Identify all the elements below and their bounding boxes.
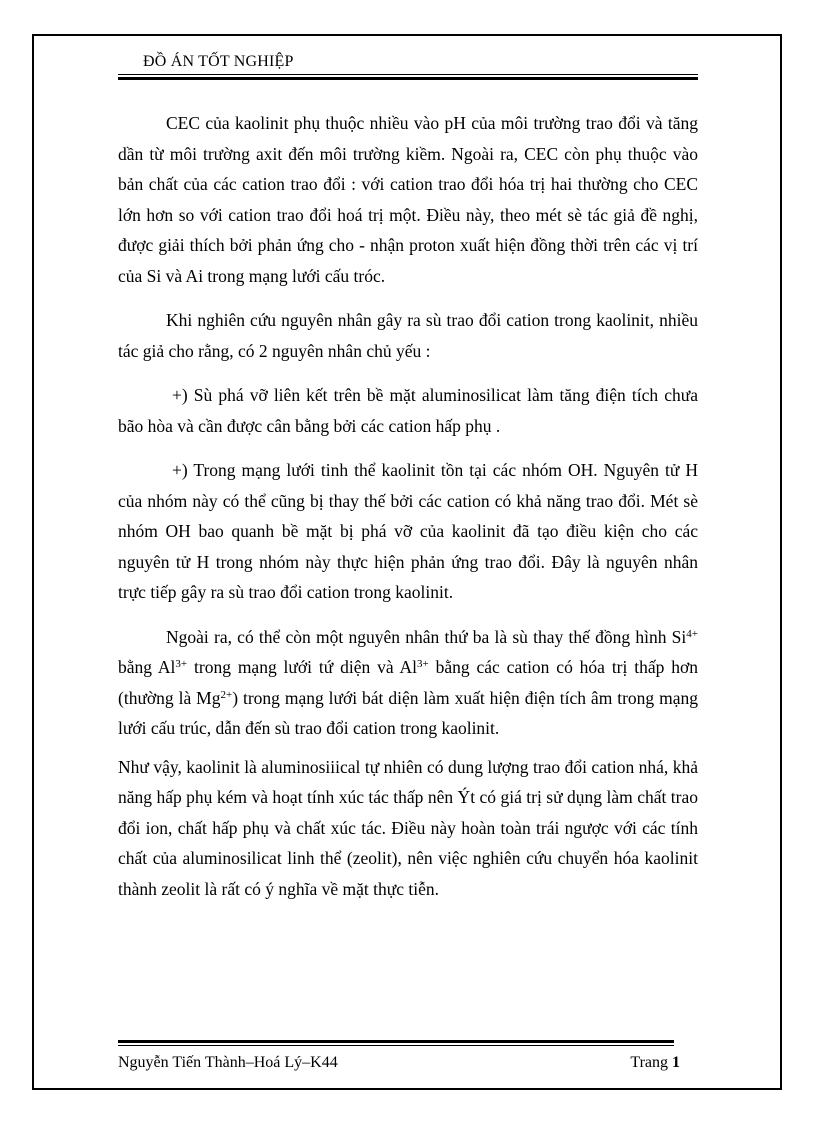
paragraph-3: +) Sù phá vỡ liên kết trên bề mặt aluminosilicat làm tăng điện tích chưa bão hòa và cần được cân bằng bởi các cation hấp phụ . — [118, 385, 698, 436]
p5-text-e: ) trong mạng lưới bát diện làm xuất hiện điện tích âm trong mạng lưới cấu trúc, dẫn đến sù trao đổi cation trong kaolinit. — [118, 687, 698, 738]
paragraph-1: CEC của kaolinit phụ thuộc nhiều vào pH của môi trường trao đổi và tăng dần từ môi trường axit đến môi trường kiềm. Ngoài ra, CEC còn phụ thuộc vào bản chất của các cation trao đổi : với cation trao đổi hóa trị hai thường cho CEC lớn hơn so với cation trao đổi hoá trị một. Điều này, theo mét sè tác giả đề nghị, được giải thích bởi phản ứng cho - nhận proton xuất hiện đồng thời trên các vị trí của Si và Ai trong mạng lưới cấu tróc. — [118, 113, 698, 286]
paragraph-5 — [118, 622, 698, 744]
footer-page — [630, 1054, 680, 1072]
footer-rule-thick — [118, 1040, 674, 1043]
p5-sup-2: 3+ — [175, 658, 188, 670]
page-number: 1 — [672, 1054, 680, 1071]
body-text — [118, 108, 698, 904]
p5-sup-1: 4+ — [686, 627, 698, 640]
p5-text-c: trong mạng lưới tứ diện và Al — [187, 657, 418, 677]
p5-text-d: bằng các cation có hóa trị thấp hơn (thường là Mg — [118, 657, 698, 708]
p5-sup-3: 3+ — [417, 658, 429, 670]
footer-author: Nguyễn Tiến Thành–Hoá Lý–K44 — [118, 1054, 338, 1071]
p5-text-b: bằng Al — [118, 657, 176, 677]
header-rule-thick — [118, 77, 698, 80]
header-title: ĐỒ ÁN TỐT NGHIỆP — [143, 53, 294, 70]
header-rule-thin — [118, 74, 698, 75]
page-label: Trang — [630, 1054, 672, 1071]
paragraph-6: Như vậy, kaolinit là aluminosiiical tự nhiên có dung lượng trao đổi cation nhá, khả năng hấp phụ kém và hoạt tính xúc tác thấp nên Ýt có giá trị sử dụng làm chất trao đổi ion, chất hấp phụ và chất xúc tác. Điều này hoàn toàn trái ngược với các tính chất của aluminosilicat linh thể (zeolit), nên việc nghiên cứu chuyển hóa kaolinit thành zeolit là rất có ý nghĩa về mặt thực tiễn. — [118, 756, 698, 899]
p5-sup-4: 2+ — [220, 688, 233, 701]
p5-text-a: Ngoài ra, có thể còn một nguyên nhân thứ ba là sù thay thế đồng hình Si — [166, 626, 687, 647]
paragraph-4: +) Trong mạng lưới tinh thể kaolinit tồn tại các nhóm OH. Nguyên tử H của nhóm này có thể cũng bị thay thế bởi các cation có khả năng trao đổi. Mét sè nhóm OH bao quanh bề mặt bị phá vỡ của kaolinit đã tạo điều kiện cho các nguyên tử H trong nhóm này thực hiện phản ứng trao đổi. Đây là nguyên nhân trực tiếp gây ra sù trao đổi cation trong kaolinit. — [118, 460, 698, 602]
paragraph-2: Khi nghiên cứu nguyên nhân gây ra sù trao đổi cation trong kaolinit, nhiều tác giả cho rằng, có 2 nguyên nhân chủ yếu : — [118, 310, 698, 361]
footer-rule-thin — [118, 1045, 674, 1046]
